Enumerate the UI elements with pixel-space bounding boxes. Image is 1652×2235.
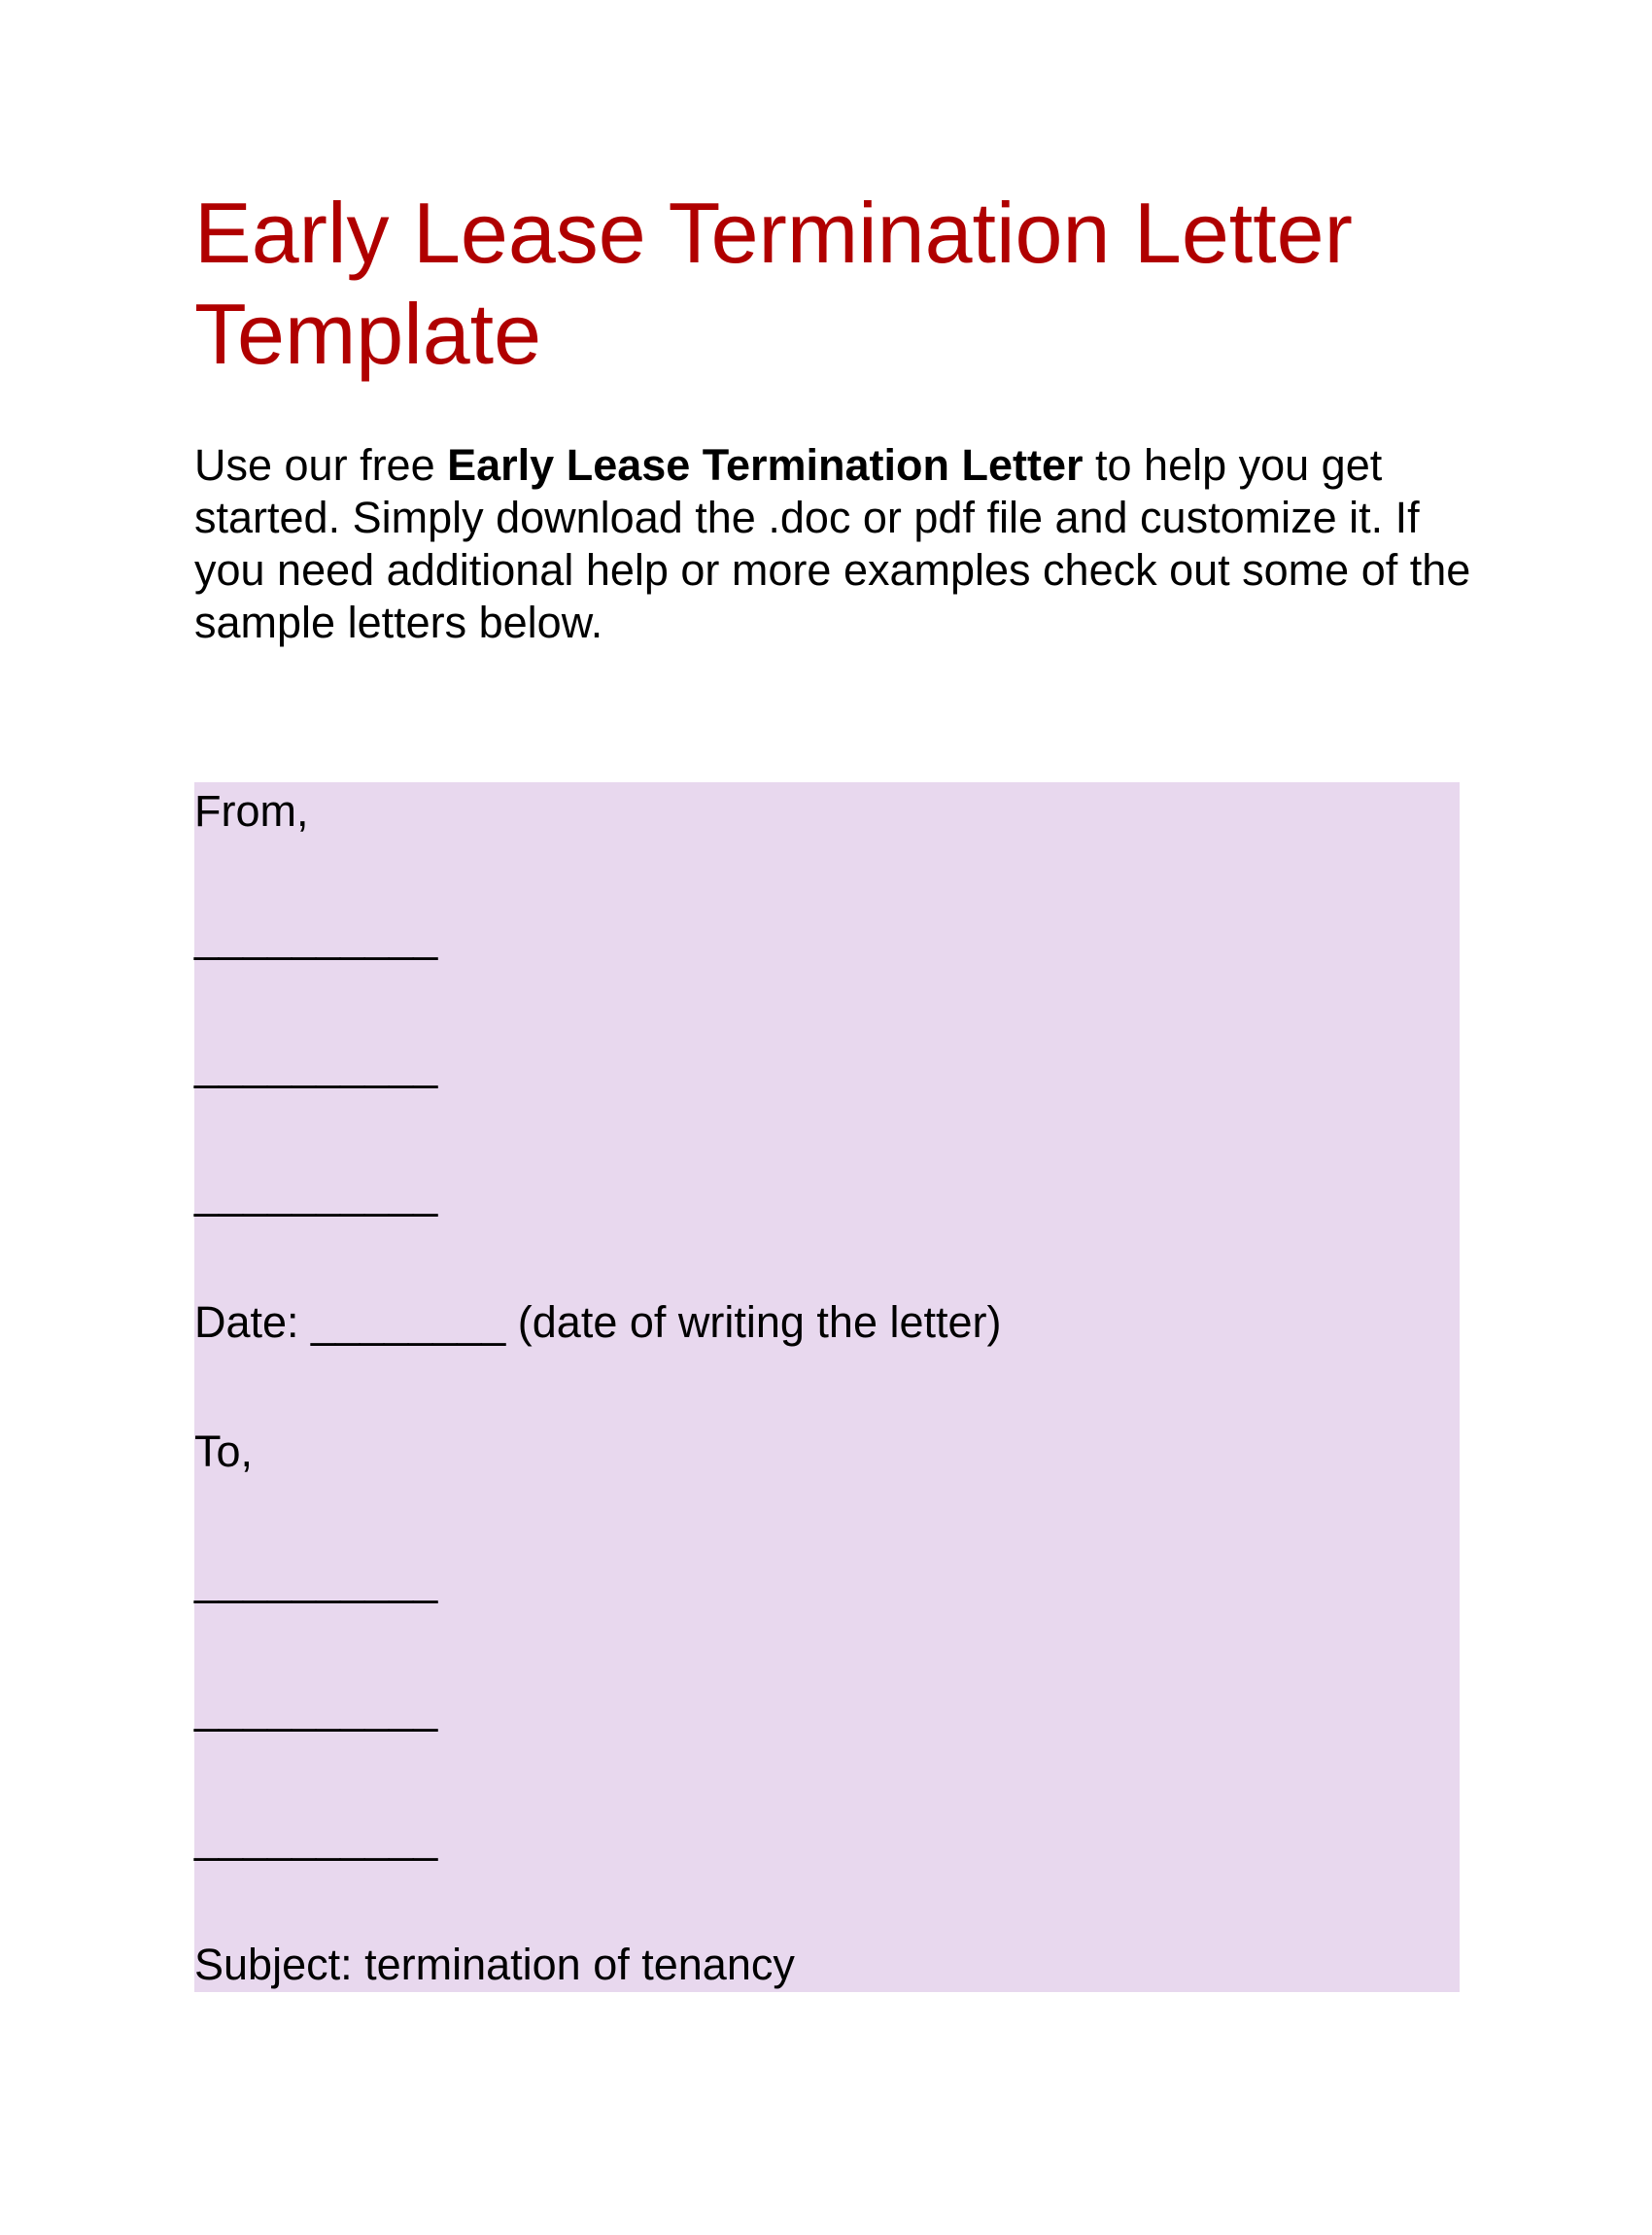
- page-title: Early Lease Termination Letter Template: [194, 185, 1353, 382]
- intro-text-end: to help you get started. Simply download the .doc or pdf file and customize it. If you need additional help or more examples check out some of the sample letters below.: [194, 440, 1471, 647]
- from-blank-line-3: __________: [194, 1168, 438, 1218]
- intro-paragraph: [194, 439, 1477, 649]
- to-blank-line-1: __________: [194, 1555, 438, 1604]
- intro-bold-letter-name: Early Lease Termination Letter: [447, 440, 1084, 490]
- from-blank-line-2: __________: [194, 1040, 438, 1089]
- letter-template-box: [194, 782, 1460, 1992]
- to-blank-line-3: __________: [194, 1812, 438, 1862]
- to-blank-line-2: __________: [194, 1683, 438, 1733]
- date-line: Date: ________ (date of writing the letter): [194, 1297, 1002, 1347]
- to-label: To,: [194, 1427, 254, 1476]
- from-blank-line-1: __________: [194, 911, 438, 961]
- intro-text-start: Use our free: [194, 440, 448, 490]
- from-label: From,: [194, 786, 309, 836]
- subject-line: Subject: termination of tenancy: [194, 1940, 795, 1989]
